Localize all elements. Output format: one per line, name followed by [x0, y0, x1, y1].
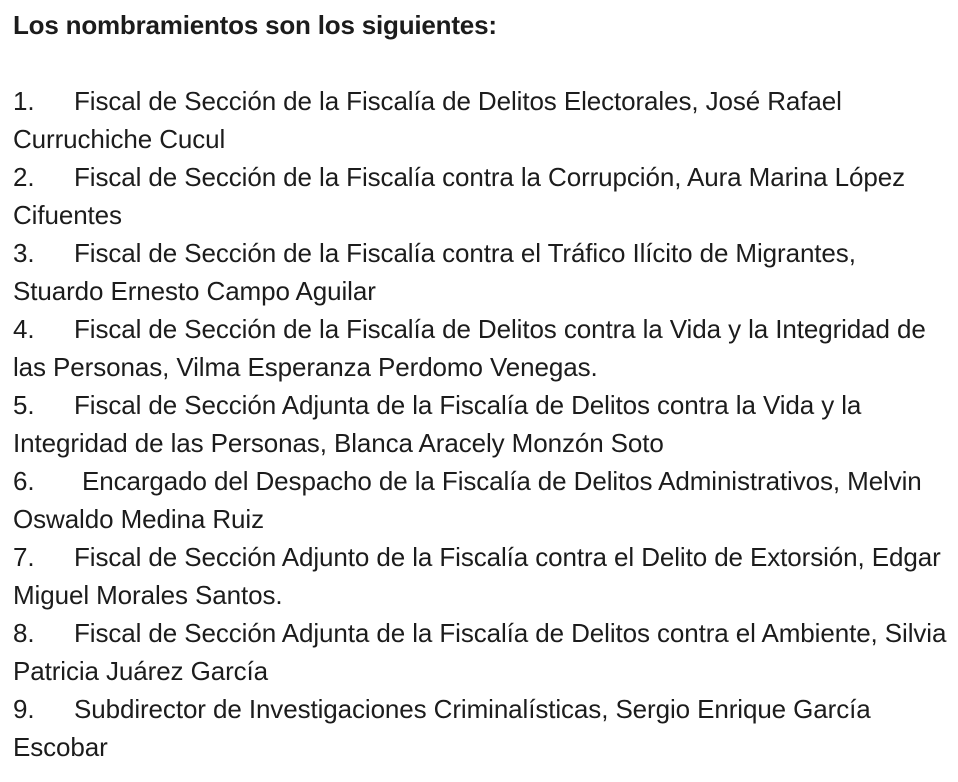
list-item-text: Fiscal de Sección de la Fiscalía contra la Corrupción, Aura Marina López Cifuentes: [13, 162, 905, 230]
document-heading: Los nombramientos son los siguientes:: [13, 10, 497, 40]
list-item-text: Subdirector de Investigaciones Criminalísticas, Sergio Enrique García Escobar: [13, 694, 871, 762]
list-item-text: Fiscal de Sección de la Fiscalía contra el Tráfico Ilícito de Migrantes, Stuardo Ernesto Campo Aguilar: [13, 238, 856, 306]
list-item-number: 6.: [13, 466, 35, 496]
list-item: [13, 614, 948, 690]
list-item-number: 2.: [13, 162, 35, 192]
list-item: [13, 690, 948, 766]
list-item-text: Fiscal de Sección Adjunto de la Fiscalía contra el Delito de Extorsión, Edgar Miguel Morales Santos.: [13, 542, 941, 610]
list-item-number: 4.: [13, 314, 35, 344]
list-item-text: Fiscal de Sección de la Fiscalía de Delitos contra la Vida y la Integridad de las Personas, Vilma Esperanza Perdomo Venegas.: [13, 314, 926, 382]
appointments-list: [13, 82, 948, 766]
list-item-number: 1.: [13, 86, 35, 116]
list-item: [13, 234, 948, 310]
list-item-text: Fiscal de Sección de la Fiscalía de Delitos Electorales, José Rafael Curruchiche Cucul: [13, 86, 842, 154]
list-item-number: 7.: [13, 542, 35, 572]
list-item: [13, 158, 948, 234]
list-item-text: Fiscal de Sección Adjunta de la Fiscalía de Delitos contra el Ambiente, Silvia Patricia Juárez García: [13, 618, 947, 686]
list-item-number: 9.: [13, 694, 35, 724]
list-item: [13, 538, 948, 614]
list-item-number: 5.: [13, 390, 35, 420]
list-item: [13, 82, 948, 158]
list-item-text: Fiscal de Sección Adjunta de la Fiscalía de Delitos contra la Vida y la Integridad de las Personas, Blanca Aracely Monzón Soto: [13, 390, 862, 458]
list-item: [13, 386, 948, 462]
list-item-text: Encargado del Despacho de la Fiscalía de Delitos Administrativos, Melvin Oswaldo Medina Ruiz: [13, 466, 922, 534]
list-item-number: 3.: [13, 238, 35, 268]
list-item: [13, 462, 948, 538]
blank-line: [13, 44, 948, 82]
list-item: [13, 310, 948, 386]
list-item-number: 8.: [13, 618, 35, 648]
